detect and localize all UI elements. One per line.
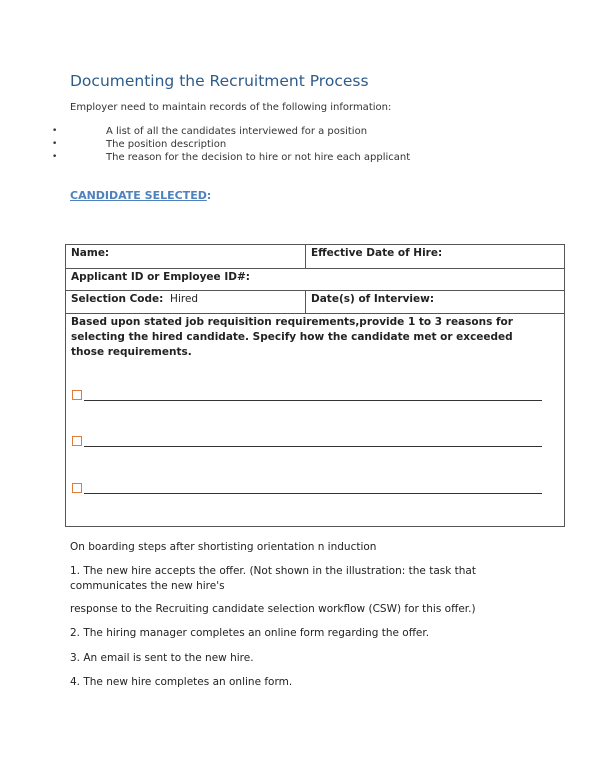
section-heading: [70, 189, 211, 202]
column-divider: [305, 245, 306, 268]
form-row-selection: [66, 291, 564, 314]
selection-code-label: Selection Code:: [71, 293, 164, 305]
bullet-text: The position description: [106, 139, 227, 151]
reason-entry-3: [72, 483, 542, 497]
onboarding-step-3: 3. An email is sent to the new hire.: [70, 652, 254, 664]
reason-checkbox-icon[interactable]: [72, 390, 82, 400]
onboarding-step-2: 2. The hiring manager completes an online form regarding the offer.: [70, 627, 430, 639]
reason-line-3[interactable]: [84, 493, 542, 494]
document-title: Documenting the Recruitment Process: [70, 72, 369, 90]
bullet-dot-icon: •: [52, 139, 58, 150]
reasons-instructions: [71, 315, 561, 360]
step-1-line: 1. The new hire accepts the offer. (Not shown in the illustration: the task that: [70, 565, 476, 577]
onboarding-step-1: [70, 564, 476, 594]
selection-code-value: Hired: [170, 293, 199, 305]
form-row-name: [66, 245, 564, 269]
reason-entry-2: [72, 436, 542, 450]
reason-entry-1: [72, 390, 542, 404]
interview-dates-label[interactable]: Date(s) of Interview:: [311, 293, 435, 305]
candidate-selection-form: [65, 244, 565, 527]
reason-line-2[interactable]: [84, 446, 542, 447]
effective-date-label[interactable]: Effective Date of Hire:: [311, 247, 443, 259]
reason-checkbox-icon[interactable]: [72, 483, 82, 493]
step-1-line: communicates the new hire's: [70, 580, 225, 592]
section-colon: :: [206, 189, 212, 202]
name-label[interactable]: Name:: [71, 247, 110, 259]
reasons-line: selecting the hired candidate. Specify how the candidate met or exceeded: [71, 331, 513, 343]
intro-text: Employer need to maintain records of the following information:: [70, 102, 392, 113]
reasons-line: those requirements.: [71, 346, 192, 358]
applicant-id-label[interactable]: Applicant ID or Employee ID#:: [71, 271, 250, 283]
selection-code-field[interactable]: [71, 293, 198, 305]
bullet-dot-icon: •: [52, 152, 58, 163]
reason-checkbox-icon[interactable]: [72, 436, 82, 446]
bullet-text: A list of all the candidates interviewed for a position: [106, 126, 368, 137]
onboarding-heading: On boarding steps after shortisting orientation n induction: [70, 541, 377, 553]
bullet-text: The reason for the decision to hire or not hire each applicant: [106, 152, 411, 164]
bullet-dot-icon: •: [52, 126, 58, 136]
onboarding-step-4: 4. The new hire completes an online form.: [70, 676, 293, 688]
column-divider: [305, 291, 306, 313]
reasons-line: Based upon stated job requisition requirements,provide 1 to 3 reasons for: [71, 316, 513, 328]
form-row-applicant-id: [66, 269, 564, 291]
candidate-selected-link[interactable]: CANDIDATE SELECTED: [70, 189, 207, 202]
onboarding-step-1-cont: response to the Recruiting candidate selection workflow (CSW) for this offer.): [70, 603, 476, 615]
reason-line-1[interactable]: [84, 400, 542, 401]
